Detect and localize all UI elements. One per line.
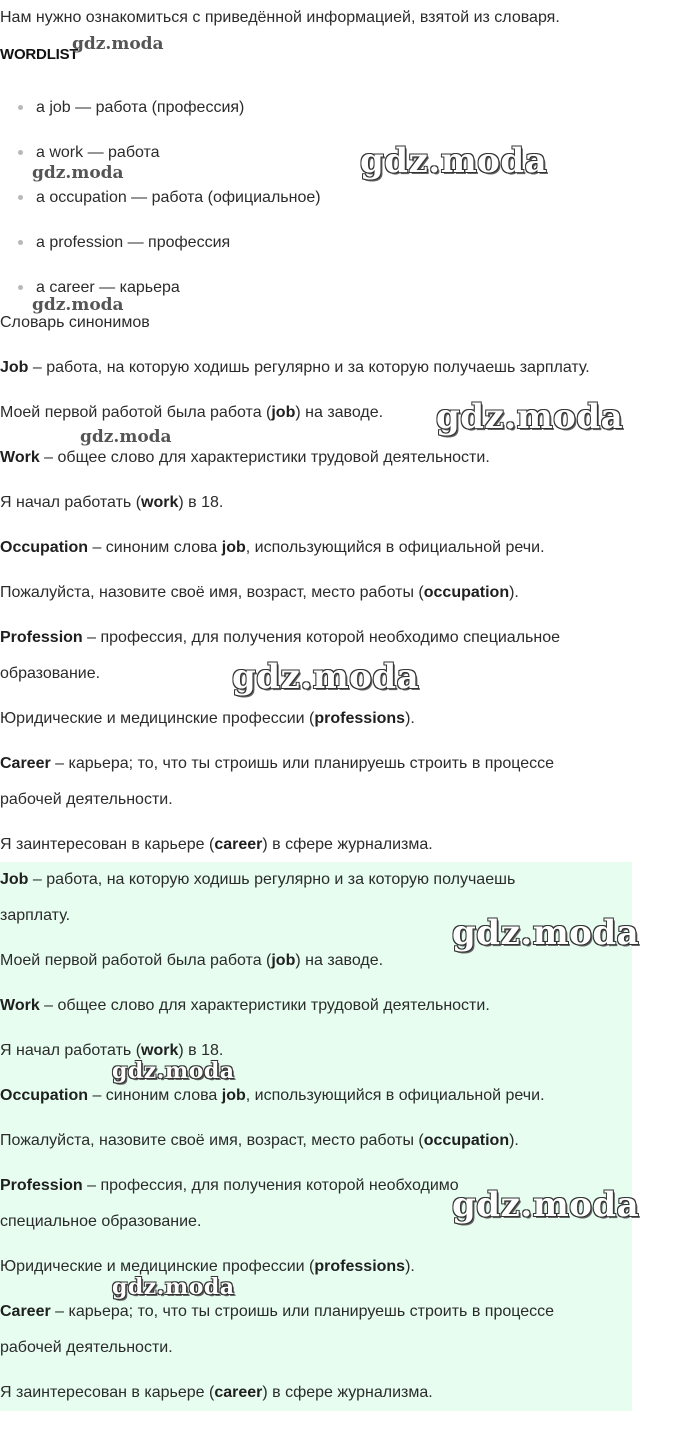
entry-def: – работа, на которую ходишь регулярно и за которую получаешь <box>28 871 516 888</box>
example-keyword: job <box>271 404 296 421</box>
example-text: ) в сфере журнализма. <box>262 836 433 853</box>
bullet-icon <box>18 240 23 245</box>
example-keyword: occupation <box>423 1132 510 1149</box>
example-keyword: job <box>271 952 296 969</box>
entry-def: – общее слово для характеристики трудовой деятельности. <box>39 449 490 466</box>
example-keyword: work <box>141 1042 179 1059</box>
box-job-example <box>0 952 383 970</box>
example-keyword: career <box>214 1384 263 1401</box>
example-keyword: professions <box>314 710 406 727</box>
box-job-definition-cont: зарплату. <box>0 907 71 924</box>
entry-def-keyword: job <box>221 539 246 556</box>
entry-term: Profession <box>0 1177 83 1194</box>
entry-term: Career <box>0 755 51 772</box>
example-text: Юридические и медицинские профессии ( <box>0 710 315 727</box>
intro-text: Нам нужно ознакомиться с приведённой информацией, взятой из словаря. <box>0 9 560 26</box>
entry-def: – синоним слова <box>88 539 222 556</box>
example-text: ) в 18. <box>178 494 224 511</box>
example-text: Пожалуйста, назовите своё имя, возраст, место работы ( <box>0 584 424 601</box>
example-text: ). <box>509 584 519 601</box>
box-job-definition <box>0 871 515 889</box>
example-text: Я заинтересован в карьере ( <box>0 1384 215 1401</box>
example-text: Юридические и медицинские профессии ( <box>0 1258 315 1275</box>
entry-job-definition <box>0 359 590 377</box>
entry-career-definition-cont: рабочей деятельности. <box>0 791 173 808</box>
watermark-logo: gdz.moda <box>436 397 624 437</box>
watermark-logo: gdz.moda <box>452 1185 640 1225</box>
wordlist-heading: WORDLIST <box>0 46 79 63</box>
watermark-logo: gdz.moda <box>360 141 548 181</box>
example-text: ). <box>405 1258 415 1275</box>
wordlist-item-work: a work — работа <box>36 144 160 161</box>
bullet-icon <box>18 195 23 200</box>
entry-def: – карьера; то, что ты строишь или планируешь строить в процессе <box>50 755 555 772</box>
example-text: ) на заводе. <box>295 952 384 969</box>
entry-def: – синоним слова <box>88 1087 222 1104</box>
example-text: ) на заводе. <box>295 404 384 421</box>
box-career-example <box>0 1384 433 1402</box>
example-text: Я начал работать ( <box>0 1042 142 1059</box>
watermark-logo: gdz.moda <box>112 1274 235 1300</box>
watermark-logo: gdz.moda <box>452 913 640 953</box>
entry-profession-definition-cont: образование. <box>0 665 101 682</box>
watermark-logo: gdz.moda <box>72 34 164 54</box>
example-text: Я начал работать ( <box>0 494 142 511</box>
example-text: Моей первой работой была работа ( <box>0 952 272 969</box>
entry-term: Profession <box>0 629 83 646</box>
example-text: ). <box>405 710 415 727</box>
entry-career-definition <box>0 755 554 773</box>
example-keyword: work <box>141 494 179 511</box>
wordlist-item-job: a job — работа (профессия) <box>36 99 245 116</box>
watermark-logo: gdz.moda <box>32 163 124 183</box>
entry-def: , использующийся в официальной речи. <box>245 1087 545 1104</box>
example-text: Я заинтересован в карьере ( <box>0 836 215 853</box>
box-work-definition <box>0 997 490 1015</box>
entry-term: Work <box>0 449 40 466</box>
box-profession-definition <box>0 1177 459 1195</box>
dictionary-heading: Словарь синонимов <box>0 314 150 331</box>
box-profession-definition-cont: специальное образование. <box>0 1213 202 1230</box>
example-text: Пожалуйста, назовите своё имя, возраст, место работы ( <box>0 1132 424 1149</box>
wordlist-item-profession: a profession — профессия <box>36 234 231 251</box>
entry-career-example <box>0 836 433 854</box>
box-career-definition-cont: рабочей деятельности. <box>0 1339 173 1356</box>
entry-term: Occupation <box>0 1087 89 1104</box>
entry-profession-definition <box>0 629 560 647</box>
entry-term: Occupation <box>0 539 89 556</box>
example-text: ). <box>509 1132 519 1149</box>
entry-job-example <box>0 404 383 422</box>
example-text: ) в сфере журнализма. <box>262 1384 433 1401</box>
example-text: Моей первой работой была работа ( <box>0 404 272 421</box>
entry-def-keyword: job <box>221 1087 246 1104</box>
bullet-icon <box>18 150 23 155</box>
bullet-icon <box>18 285 23 290</box>
watermark-logo: gdz.moda <box>80 427 172 447</box>
entry-def: – профессия, для получения которой необходимо специальное <box>82 629 561 646</box>
wordlist-item-career: a career — карьера <box>36 279 180 296</box>
entry-work-example <box>0 494 223 512</box>
entry-def: – профессия, для получения которой необходимо <box>82 1177 459 1194</box>
example-keyword: occupation <box>423 584 510 601</box>
entry-def: – карьера; то, что ты строишь или планируешь строить в процессе <box>50 1303 555 1320</box>
wordlist-item-occupation: a occupation — работа (официальное) <box>36 189 321 206</box>
entry-work-definition <box>0 449 490 467</box>
entry-term: Job <box>0 359 29 376</box>
box-occupation-definition <box>0 1087 545 1105</box>
entry-def: – общее слово для характеристики трудовой деятельности. <box>39 997 490 1014</box>
entry-occupation-definition <box>0 539 545 557</box>
watermark-logo: gdz.moda <box>32 295 124 315</box>
watermark-logo: gdz.moda <box>232 657 420 697</box>
example-keyword: career <box>214 836 263 853</box>
entry-def: – работа, на которую ходишь регулярно и за которую получаешь зарплату. <box>28 359 590 376</box>
entry-term: Career <box>0 1303 51 1320</box>
example-keyword: professions <box>314 1258 406 1275</box>
bullet-icon <box>18 105 23 110</box>
watermark-logo: gdz.moda <box>112 1058 235 1084</box>
example-text: ) в 18. <box>178 1042 224 1059</box>
entry-term: Job <box>0 871 29 888</box>
entry-term: Work <box>0 997 40 1014</box>
entry-occupation-example <box>0 584 519 602</box>
entry-def: , использующийся в официальной речи. <box>245 539 545 556</box>
box-career-definition <box>0 1303 554 1321</box>
box-occupation-example <box>0 1132 519 1150</box>
entry-profession-example <box>0 710 415 728</box>
